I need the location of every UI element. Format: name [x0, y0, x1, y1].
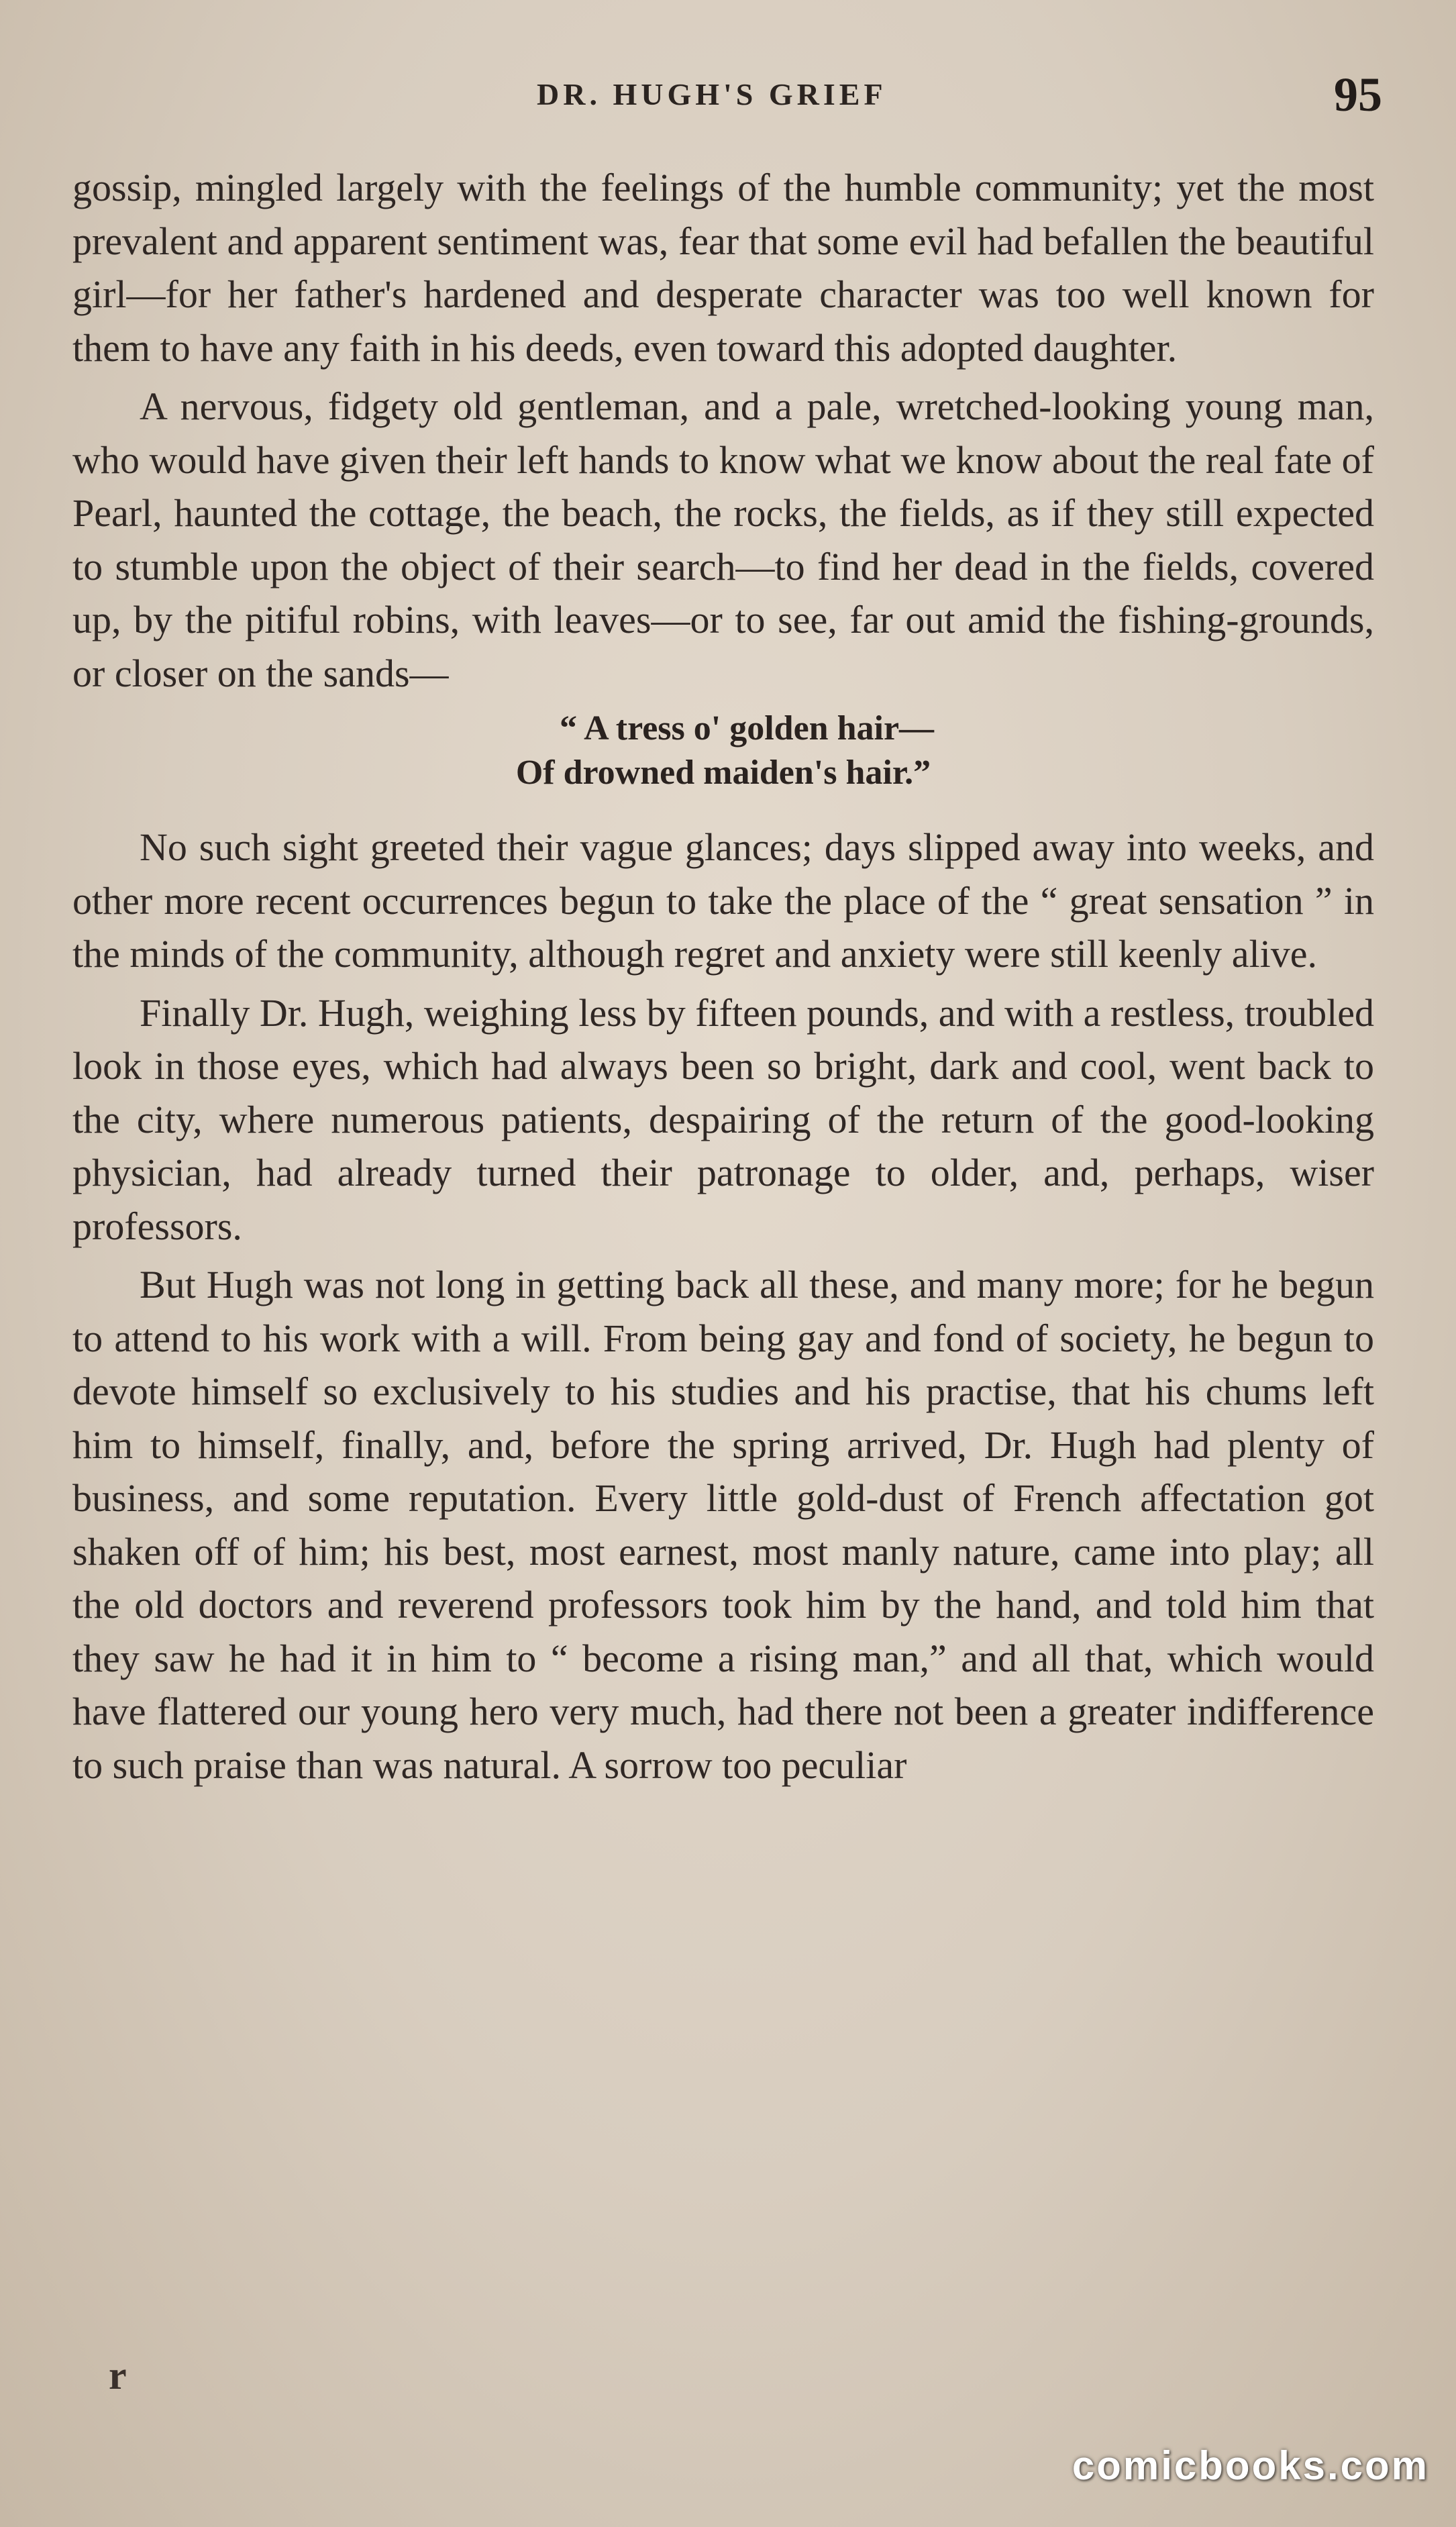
footer-mark: r — [109, 2353, 127, 2397]
page-header — [0, 67, 1456, 121]
paragraph-3: No such sight greeted their vague glances; days slipped away into weeks, and other more recent occurrences begun to take the place of the “ great sensation ” in the minds of the community, although regret and anxiety were still keenly alive. — [72, 825, 1374, 976]
paragraph-1: gossip, mingled largely with the feelings of the humble community; yet the most prevalent and apparent sentiment was, fear that some evil had befallen the beautiful girl—for her father's hardened and desperate character was too well known for them to have any faith in his deeds, even toward this adopted daughter. — [72, 166, 1374, 370]
page-number: 95 — [1334, 68, 1382, 121]
verse-quote — [72, 707, 1374, 795]
watermark: comicbooks.com — [1072, 2443, 1429, 2488]
verse-line-1: “ A tress o' golden hair— — [559, 709, 935, 747]
paragraph-5: But Hugh was not long in getting back all these, and many more; for he begun to attend to his work with a will. From being gay and fond of society, he begun to devote himself so exclusively to his studies and his practise, that his chums left him to himself, finally, and, before the spring arrived, Dr. Hugh had plenty of business, and some reputation. Every little gold-dust of French affectation got shaken off of him; his best, most earnest, most manly nature, came into play; all the old doctors and reverend professors took him by the hand, and told him that they saw he had it in him to “ become a rising man,” and all that, which would have flattered our young hero very much, had there not been a greater indifference to such praise than was natural. A sorrow too peculiar — [72, 1263, 1374, 1787]
running-head: DR. HUGH'S GRIEF — [537, 77, 887, 111]
page-body — [72, 161, 1374, 1797]
paragraph-2: A nervous, fidgety old gentleman, and a pale, wretched-looking young man, who would have given their left hands to know what we know about the real fate of Pearl, haunted the cottage, the beach, the rocks, the fields, as if they still expected to stumble upon the object of their search—to find her dead in the fields, covered up, by the pitiful robins, with leaves—or to see, far out amid the fishing-grounds, or closer on the sands— — [72, 384, 1374, 695]
verse-line-2: Of drowned maiden's hair.” — [515, 754, 931, 792]
paragraph-4: Finally Dr. Hugh, weighing less by fifteen pounds, and with a restless, troubled look in those eyes, which had always been so bright, dark and cool, went back to the city, where numerous patients, despairing of the return of the good-looking physician, had already turned their patronage to older, and, perhaps, wiser professors. — [72, 990, 1374, 1248]
